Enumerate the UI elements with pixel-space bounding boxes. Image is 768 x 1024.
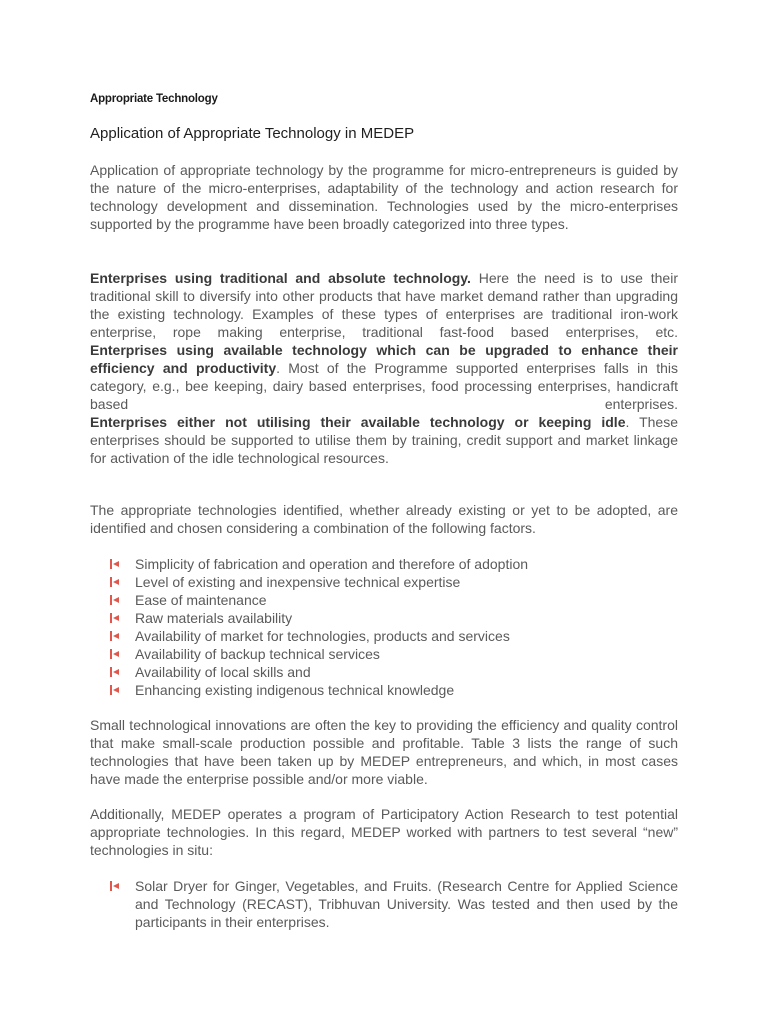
intro-paragraph: Application of appropriate technology by the programme for micro-entrepreneurs is guided by the nature of the micro-enterprises, adaptability of the technology and action research for technology development and dissemination. Technologies used by the micro-enterprises supported by the programme have been broadly categorized into three types.	[90, 162, 678, 232]
page-header: Appropriate Technology	[90, 93, 218, 105]
factors-list	[110, 555, 678, 699]
type-1-text: Here the need is to use their traditional skill to diversify into other products that have market demand rather than upgrading the existing technology. Examples of these types of enterprises are traditional iron-work enterprise, rope making enterprise, traditional fast-food based enterprises,	[90, 270, 678, 340]
list-item: Raw materials availability	[110, 609, 678, 627]
arrow-bullet-icon	[110, 648, 120, 660]
list-item: Level of existing and inexpensive technical expertise	[110, 573, 678, 591]
technology-types-paragraph	[90, 269, 678, 467]
arrow-bullet-icon	[110, 594, 120, 606]
type-2-text: . Most of the Programme supported enterprises falls in this category, e.g., bee keeping, dairy based enterprises, food processing enterprises, handicraft based enterprises.	[90, 360, 679, 412]
list-item: Enhancing existing indigenous technical knowledge	[110, 681, 678, 699]
arrow-bullet-icon	[110, 558, 120, 570]
type-3-text: . These enterprises should be supported to utilise them by training, credit support and market linkage for activation of the idle technological resources.	[90, 414, 678, 466]
section-title: Application of Appropriate Technology in MEDEP	[90, 125, 415, 142]
arrow-bullet-icon	[110, 630, 120, 642]
type-3-heading: Enterprises either not utilising their available technology or keeping idle	[90, 414, 626, 430]
innovations-paragraph: Small technological innovations are often the key to providing the efficiency and quality control that make small-scale production possible and profitable. Table 3 lists the range of such technologies that have been taken up by MEDEP entrepreneurs, and which, in most cases have made the enterprise possible and/or more viable.	[90, 717, 678, 787]
tested-technologies-list	[110, 877, 678, 931]
arrow-bullet-icon	[110, 576, 120, 588]
list-item: Availability of local skills and	[110, 663, 678, 681]
list-item: Availability of backup technical services	[110, 645, 678, 663]
type-3	[90, 413, 678, 467]
factors-intro-paragraph: The appropriate technologies identified, whether already existing or yet to be adopted, are identified and chosen considering a combination of the following factors.	[90, 502, 678, 536]
type-1-heading: Enterprises using traditional and absolute technology.	[90, 270, 471, 286]
list-item: Ease of maintenance	[110, 591, 678, 609]
list-item: Availability of market for technologies, products and services	[110, 627, 678, 645]
arrow-bullet-icon	[110, 612, 120, 624]
type-2	[90, 341, 678, 413]
list-item: Simplicity of fabrication and operation and therefore of adoption	[110, 555, 678, 573]
research-paragraph: Additionally, MEDEP operates a program of Participatory Action Research to test potential appropriate technologies. In this regard, MEDEP worked with partners to test several “new” technologies in situ:	[90, 806, 678, 858]
arrow-bullet-icon	[110, 880, 120, 892]
list-item: Solar Dryer for Ginger, Vegetables, and Fruits. (Research Centre for Applied Science and Technology (RECAST), Tribhuvan University. Was tested and then used by the participants in their enterprises.	[110, 877, 678, 931]
arrow-bullet-icon	[110, 666, 120, 678]
type-1	[90, 269, 678, 341]
type-2-heading: Enterprises using available technology which can be upgraded to enhance their efficiency and productivity	[90, 342, 678, 376]
type-1-etc: etc.	[655, 324, 679, 340]
arrow-bullet-icon	[110, 684, 120, 696]
